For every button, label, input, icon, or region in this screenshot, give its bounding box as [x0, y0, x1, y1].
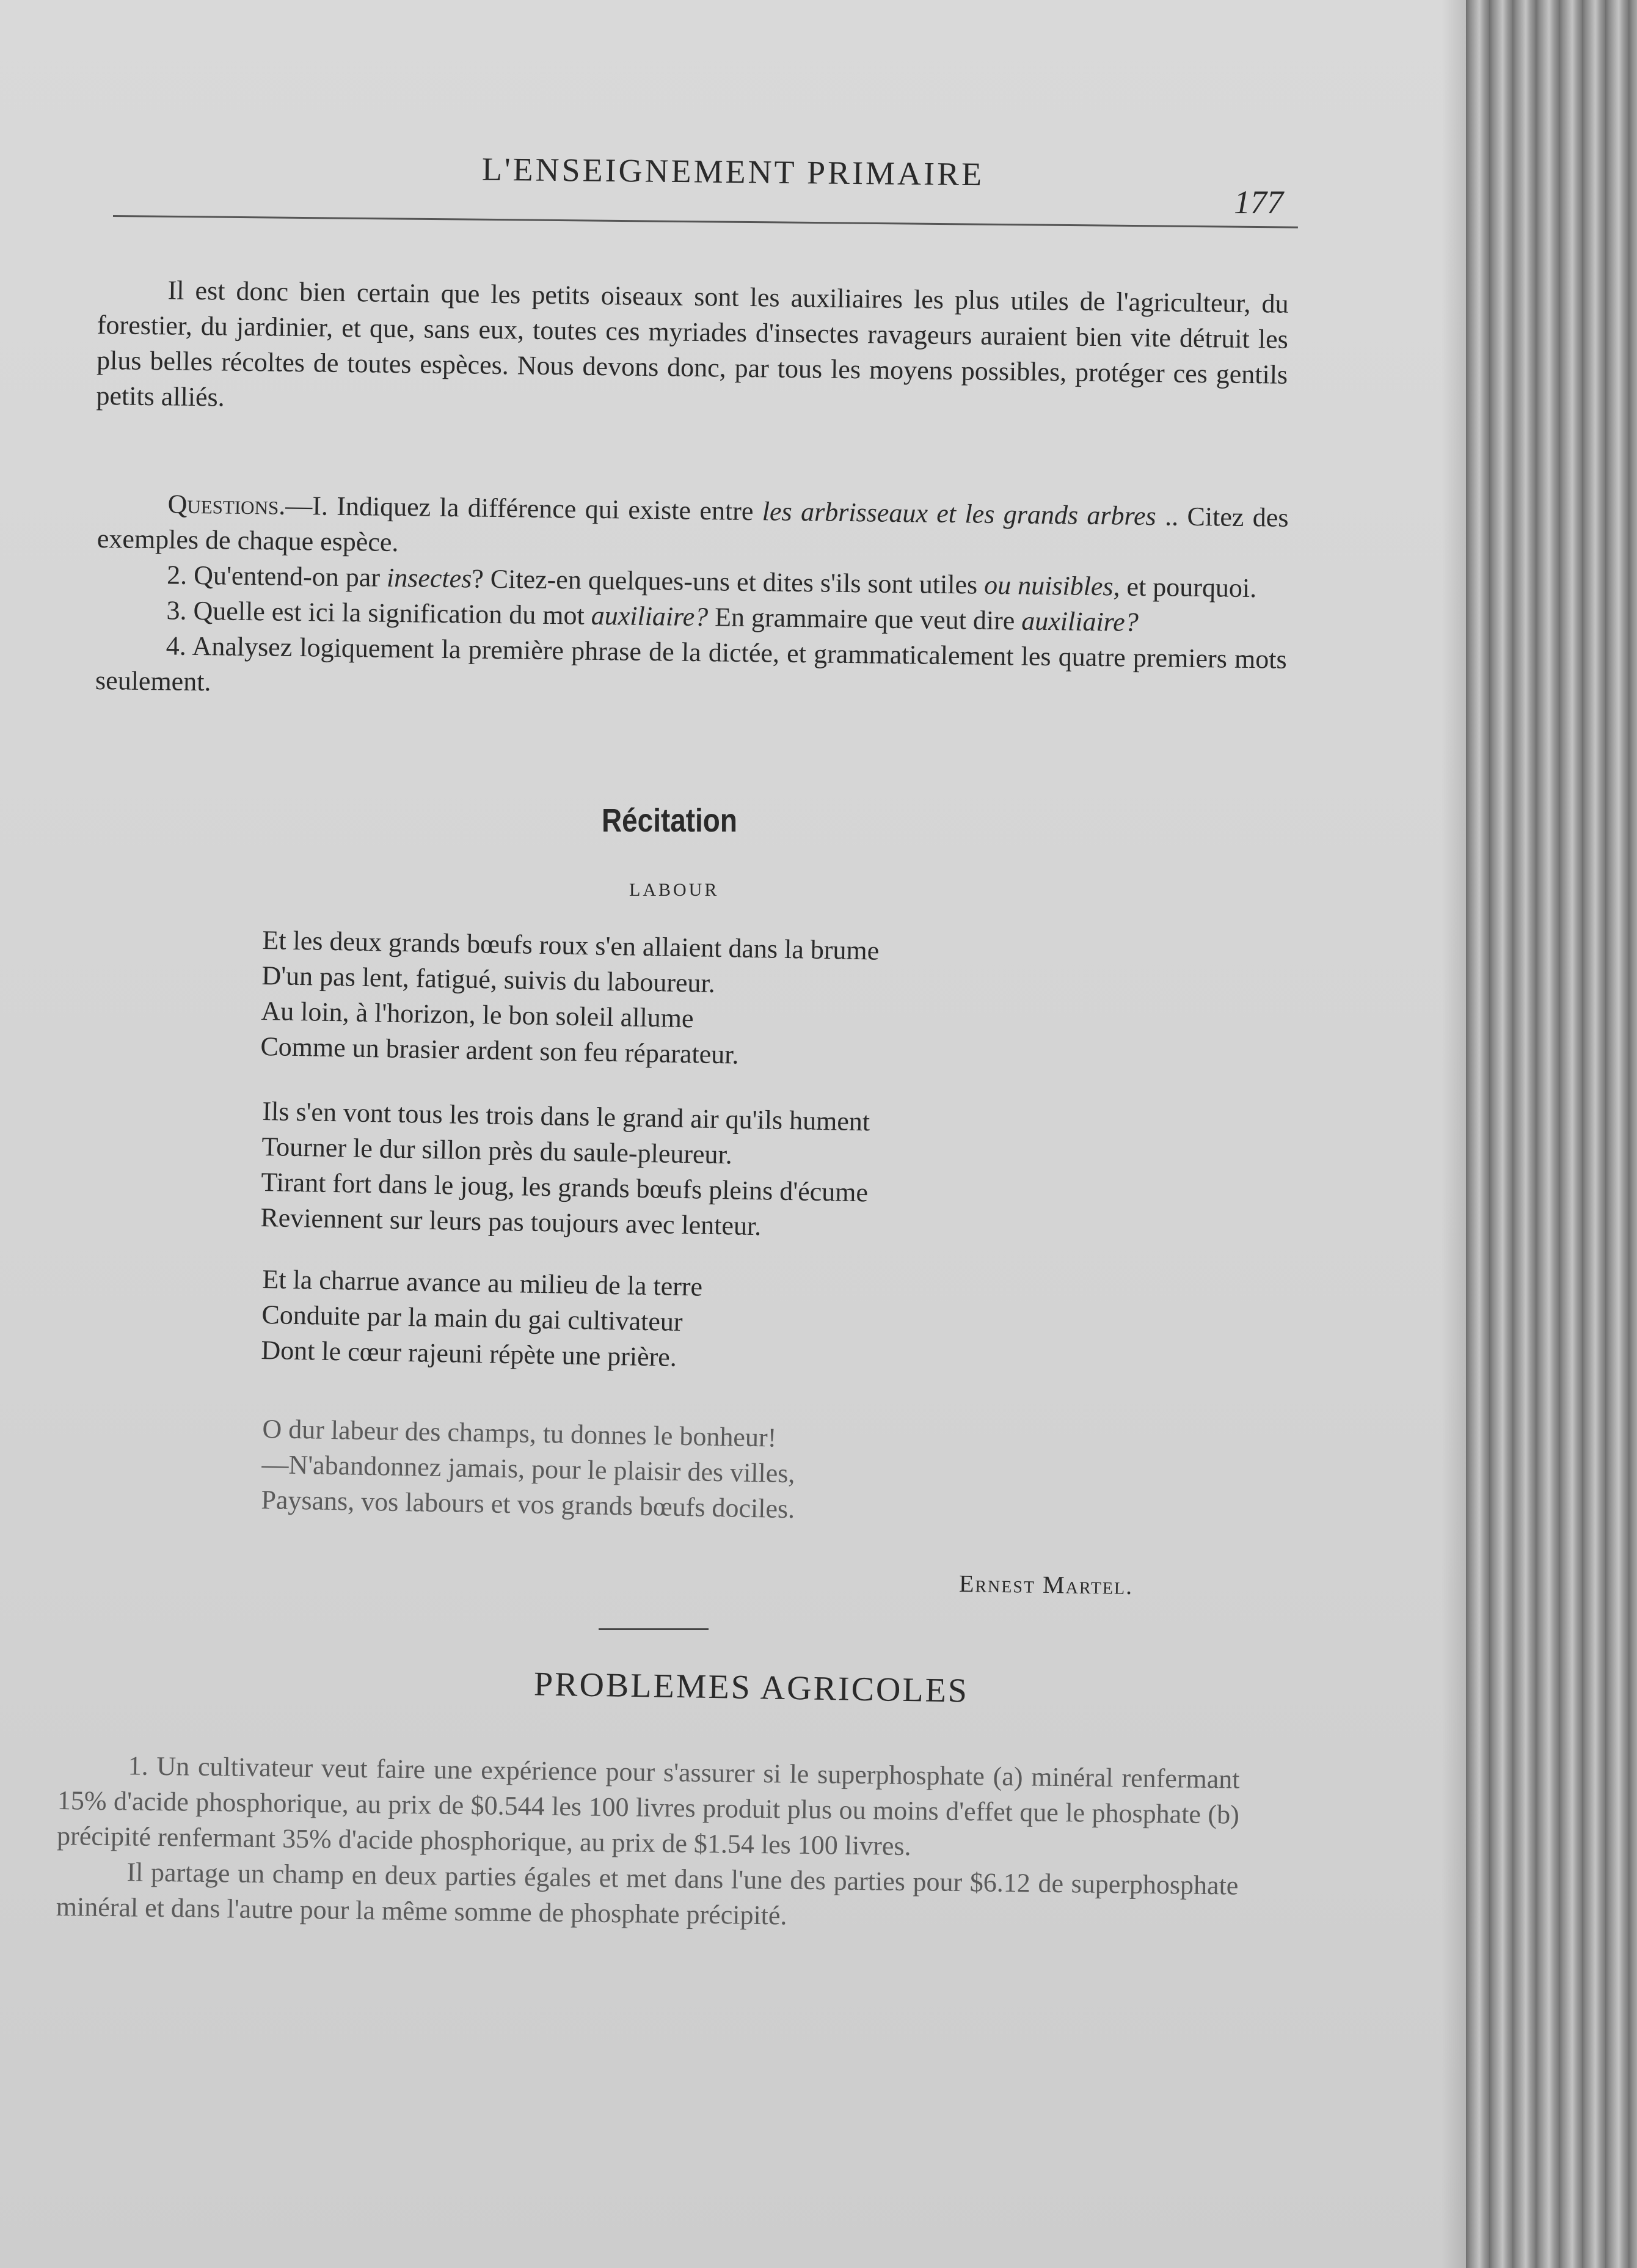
intro-paragraph: Il est donc bien certain que les petits oiseaux sont les auxiliaires les plus utiles de l'agriculteur, du forestier, du jardinier, et que, sans eux, toutes ces myriades d'insectes ravageurs auraient bien vite détruit les plus belles récoltes de toutes espèces. Nous devons donc, par tous les moyens possibles, protéger ces gentils petits alliés. [96, 275, 1289, 412]
stanza-4 [261, 1411, 1118, 1532]
page-edges [1466, 0, 1637, 2268]
verse: Reviennent sur leurs pas toujours avec lenteur. [260, 1202, 762, 1242]
questions-label: Questions. [167, 489, 286, 521]
section-divider [599, 1628, 709, 1630]
stanza-2 [260, 1094, 1118, 1250]
question-2: 2. Qu'entend-on par insectes? Citez-en quelques-uns et dites s'ils sont utiles ou nuisibles, et pourquoi. [166, 560, 1257, 604]
recitation-heading: Récitation [602, 802, 737, 839]
stanza-3 [261, 1262, 1118, 1383]
verse: Au loin, à l'horizon, le bon soleil allume [261, 995, 694, 1034]
verse: —N'abandonnez jamais, pour le plaisir des villes, [261, 1449, 795, 1489]
poem-author: Ernest Martel. [958, 1570, 1134, 1600]
question-4: 4. Analysez logiquement la première phrase de la dictée, et grammaticalement les quatre premiers mots seulement. [95, 631, 1287, 697]
verse: Dont le cœur rajeuni répète une prière. [261, 1334, 677, 1372]
problems-section [56, 1747, 1239, 1939]
question-1: Questions.—I. Indiquez la différence qui existe entre les arbrisseaux et les grands arbres .. Citez des exemples de chaque espèce. [97, 489, 1289, 558]
poem-title: LABOUR [629, 880, 720, 900]
verse: D'un pas lent, fatigué, suivis du laboureur. [261, 960, 716, 998]
verse: Comme un brasier ardent son feu réparateur. [260, 1031, 739, 1070]
verse: Tourner le dur sillon près du saule-pleureur. [261, 1131, 733, 1170]
running-title: L'ENSEIGNEMENT PRIMAIRE [481, 150, 985, 193]
verse: Paysans, vos labours et vos grands bœufs dociles. [261, 1484, 795, 1524]
verse: Conduite par la main du gai cultivateur [261, 1299, 683, 1337]
verse: Et la charrue avance au milieu de la terre [262, 1264, 703, 1302]
page-number: 177 [1234, 184, 1283, 221]
stanza-1 [260, 923, 1118, 1079]
problem-2: Il partage un champ en deux parties égales et met dans l'une des parties pour $6.12 de superphosphate minéral et dans l'autre pour la même somme de phosphate précipité. [56, 1857, 1239, 1931]
verse: Tirant fort dans le joug, les grands bœufs pleins d'écume [261, 1166, 869, 1208]
verse: O dur labeur des champs, tu donnes le bonheur! [262, 1413, 777, 1453]
verse: Ils s'en vont tous les trois dans le grand air qu'ils hument [262, 1096, 870, 1137]
verse: Et les deux grands bœufs roux s'en allaient dans la brume [262, 924, 880, 966]
problems-heading: PROBLEMES AGRICOLES [533, 1665, 969, 1710]
question-3: 3. Quelle est ici la signification du mot auxiliaire? En grammaire que veut dire auxiliaire? [166, 595, 1139, 637]
intro-section [96, 272, 1289, 428]
problem-1: 1. Un cultivateur veut faire une expérience pour s'assurer si le superphosphate (a) minéral renfermant 15% d'acide phosphorique, au prix de $0.544 les 100 livres produit plus ou moins d'effet que le phosphate (b) précipité renfermant 35% d'acide phosphorique, au prix de $1.54 les 100 livres. [56, 1750, 1240, 1862]
questions-section [95, 486, 1289, 713]
